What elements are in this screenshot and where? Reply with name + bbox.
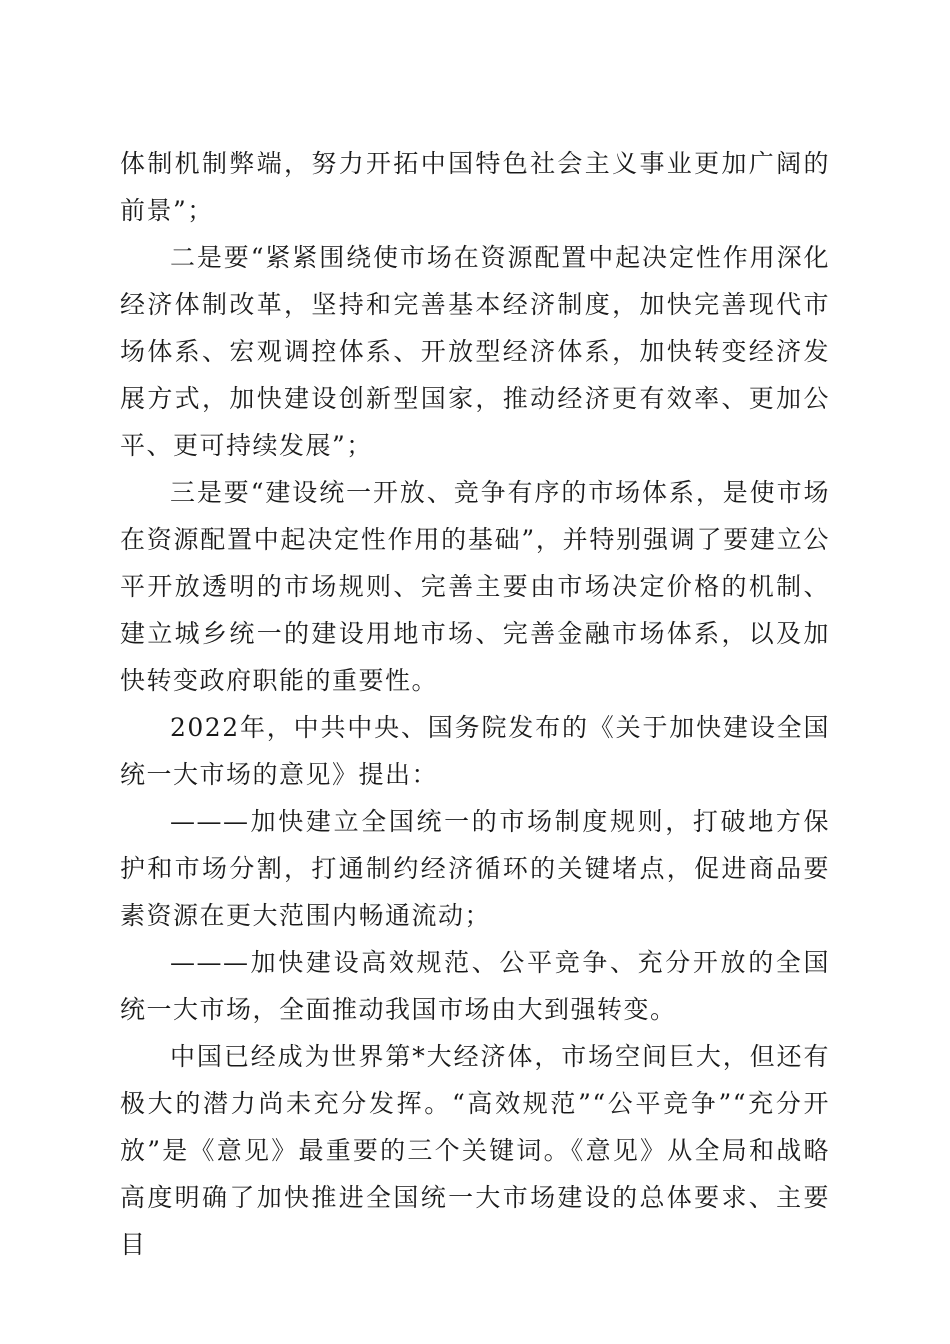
- paragraph: 三是要“建设统一开放、竞争有序的市场体系，是使市场在资源配置中起决定性作用的基础”，并特别强调了要建立公平开放透明的市场规则、完善主要由市场决定价格的机制、建立城乡统一的建设用地市场、完善金融市场体系，以及加快转变政府职能的重要性。: [120, 478, 830, 695]
- paragraph: 二是要“紧紧围绕使市场在资源配置中起决定性作用深化经济体制改革，坚持和完善基本经济制度，加快完善现代市场体系、宏观调控体系、开放型经济体系，加快转变经济发展方式，加快建设创新型国家，推动经济更有效率、更加公平、更可持续发展”；: [120, 243, 830, 460]
- paragraph: 体制机制弊端，努力开拓中国特色社会主义事业更加广阔的前景”；: [120, 149, 830, 225]
- paragraph: 2022年，中共中央、国务院发布的《关于加快建设全国统一大市场的意见》提出：: [120, 713, 830, 789]
- paragraph: ———加快建设高效规范、公平竞争、充分开放的全国统一大市场，全面推动我国市场由大到强转变。: [120, 948, 830, 1024]
- document-body: [120, 140, 830, 1268]
- paragraph: 中国已经成为世界第*大经济体，市场空间巨大，但还有极大的潜力尚未充分发挥。“高效规范”“公平竞争”“充分开放”是《意见》最重要的三个关键词。《意见》从全局和战略高度明确了加快推进全国统一大市场建设的总体要求、主要目: [120, 1042, 830, 1259]
- paragraph: ———加快建立全国统一的市场制度规则，打破地方保护和市场分割，打通制约经济循环的关键堵点，促进商品要素资源在更大范围内畅通流动；: [120, 807, 830, 930]
